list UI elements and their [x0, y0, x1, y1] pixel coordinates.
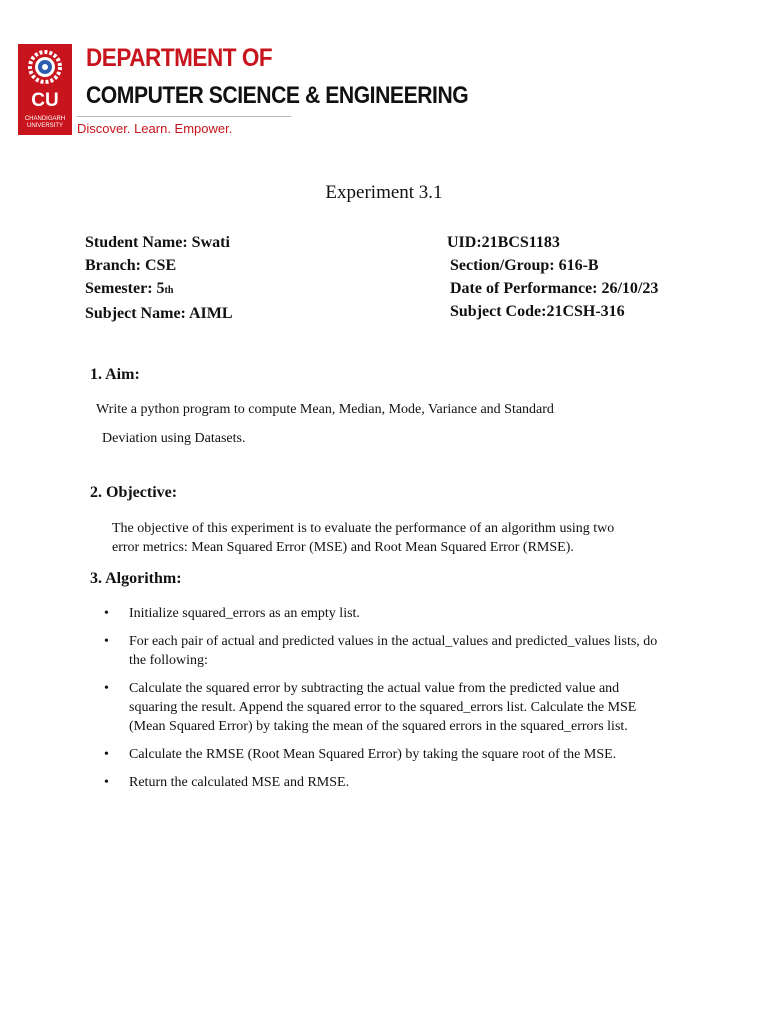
student-info-left: [85, 231, 233, 325]
list-item: [104, 679, 664, 736]
objective-line2: error metrics: Mean Squared Error (MSE) and Root Mean Squared Error (RMSE).: [112, 540, 574, 555]
objective-line1: The objective of this experiment is to evaluate the performance of an algorithm using two: [112, 521, 615, 536]
student-name: Student Name: Swati: [85, 234, 230, 251]
section-group: Section/Group: 616-B: [450, 257, 599, 274]
header-divider: [77, 116, 291, 117]
university-logo: [18, 44, 72, 135]
department-title-line1: DEPARTMENT OF: [86, 44, 273, 72]
list-item: [104, 745, 664, 764]
list-item: [104, 773, 664, 792]
subject-name: Subject Name: AIML: [85, 305, 233, 322]
bullet: •: [104, 634, 109, 649]
bullet: •: [104, 775, 109, 790]
semester-value: Semester: 5: [85, 280, 165, 297]
algorithm-heading: 3. Algorithm:: [90, 570, 182, 587]
gear-emblem-icon: [18, 44, 72, 90]
aim-line2: Deviation using Datasets.: [102, 431, 246, 446]
logo-text: CU: [31, 90, 59, 111]
aim-line1: Write a python program to compute Mean, Median, Mode, Variance and Standard: [96, 402, 554, 417]
semester: [85, 277, 233, 302]
list-item: [104, 632, 664, 670]
list-item-text: Return the calculated MSE and RMSE.: [129, 775, 350, 790]
objective-heading: 2. Objective:: [90, 484, 178, 501]
list-item-text: Calculate the squared error by subtracting the actual value from the predicted value and squaring the result. Append the squared error to the squared_errors list. Calculate the MSE (Mean Squared Error) by taking the mean of the squared errors in the squared_errors list.: [129, 681, 637, 734]
list-item-text: Initialize squared_errors as an empty list.: [129, 606, 360, 621]
algorithm-list: [104, 604, 664, 801]
experiment-title: Experiment 3.1: [325, 182, 443, 203]
subject-code: Subject Code:21CSH-316: [450, 303, 625, 320]
list-item-text: Calculate the RMSE (Root Mean Squared Error) by taking the square root of the MSE.: [129, 747, 617, 762]
department-title-line2: COMPUTER SCIENCE & ENGINEERING: [86, 82, 469, 109]
branch: Branch: CSE: [85, 257, 177, 274]
student-info-right: [447, 231, 658, 323]
logo-subtext: CHANDIGARH UNIVERSITY: [24, 116, 66, 129]
tagline: Discover. Learn. Empower.: [77, 121, 233, 136]
date-of-performance: Date of Performance: 26/10/23: [450, 280, 659, 297]
aim-heading: 1. Aim:: [90, 366, 140, 383]
bullet: •: [104, 681, 109, 696]
semester-suffix: th: [164, 285, 174, 296]
bullet: •: [104, 606, 109, 621]
list-item-text: For each pair of actual and predicted values in the actual_values and predicted_values lists, do the following:: [129, 634, 658, 668]
bullet: •: [104, 747, 109, 762]
uid: UID:21BCS1183: [447, 234, 560, 251]
list-item: [104, 604, 664, 623]
